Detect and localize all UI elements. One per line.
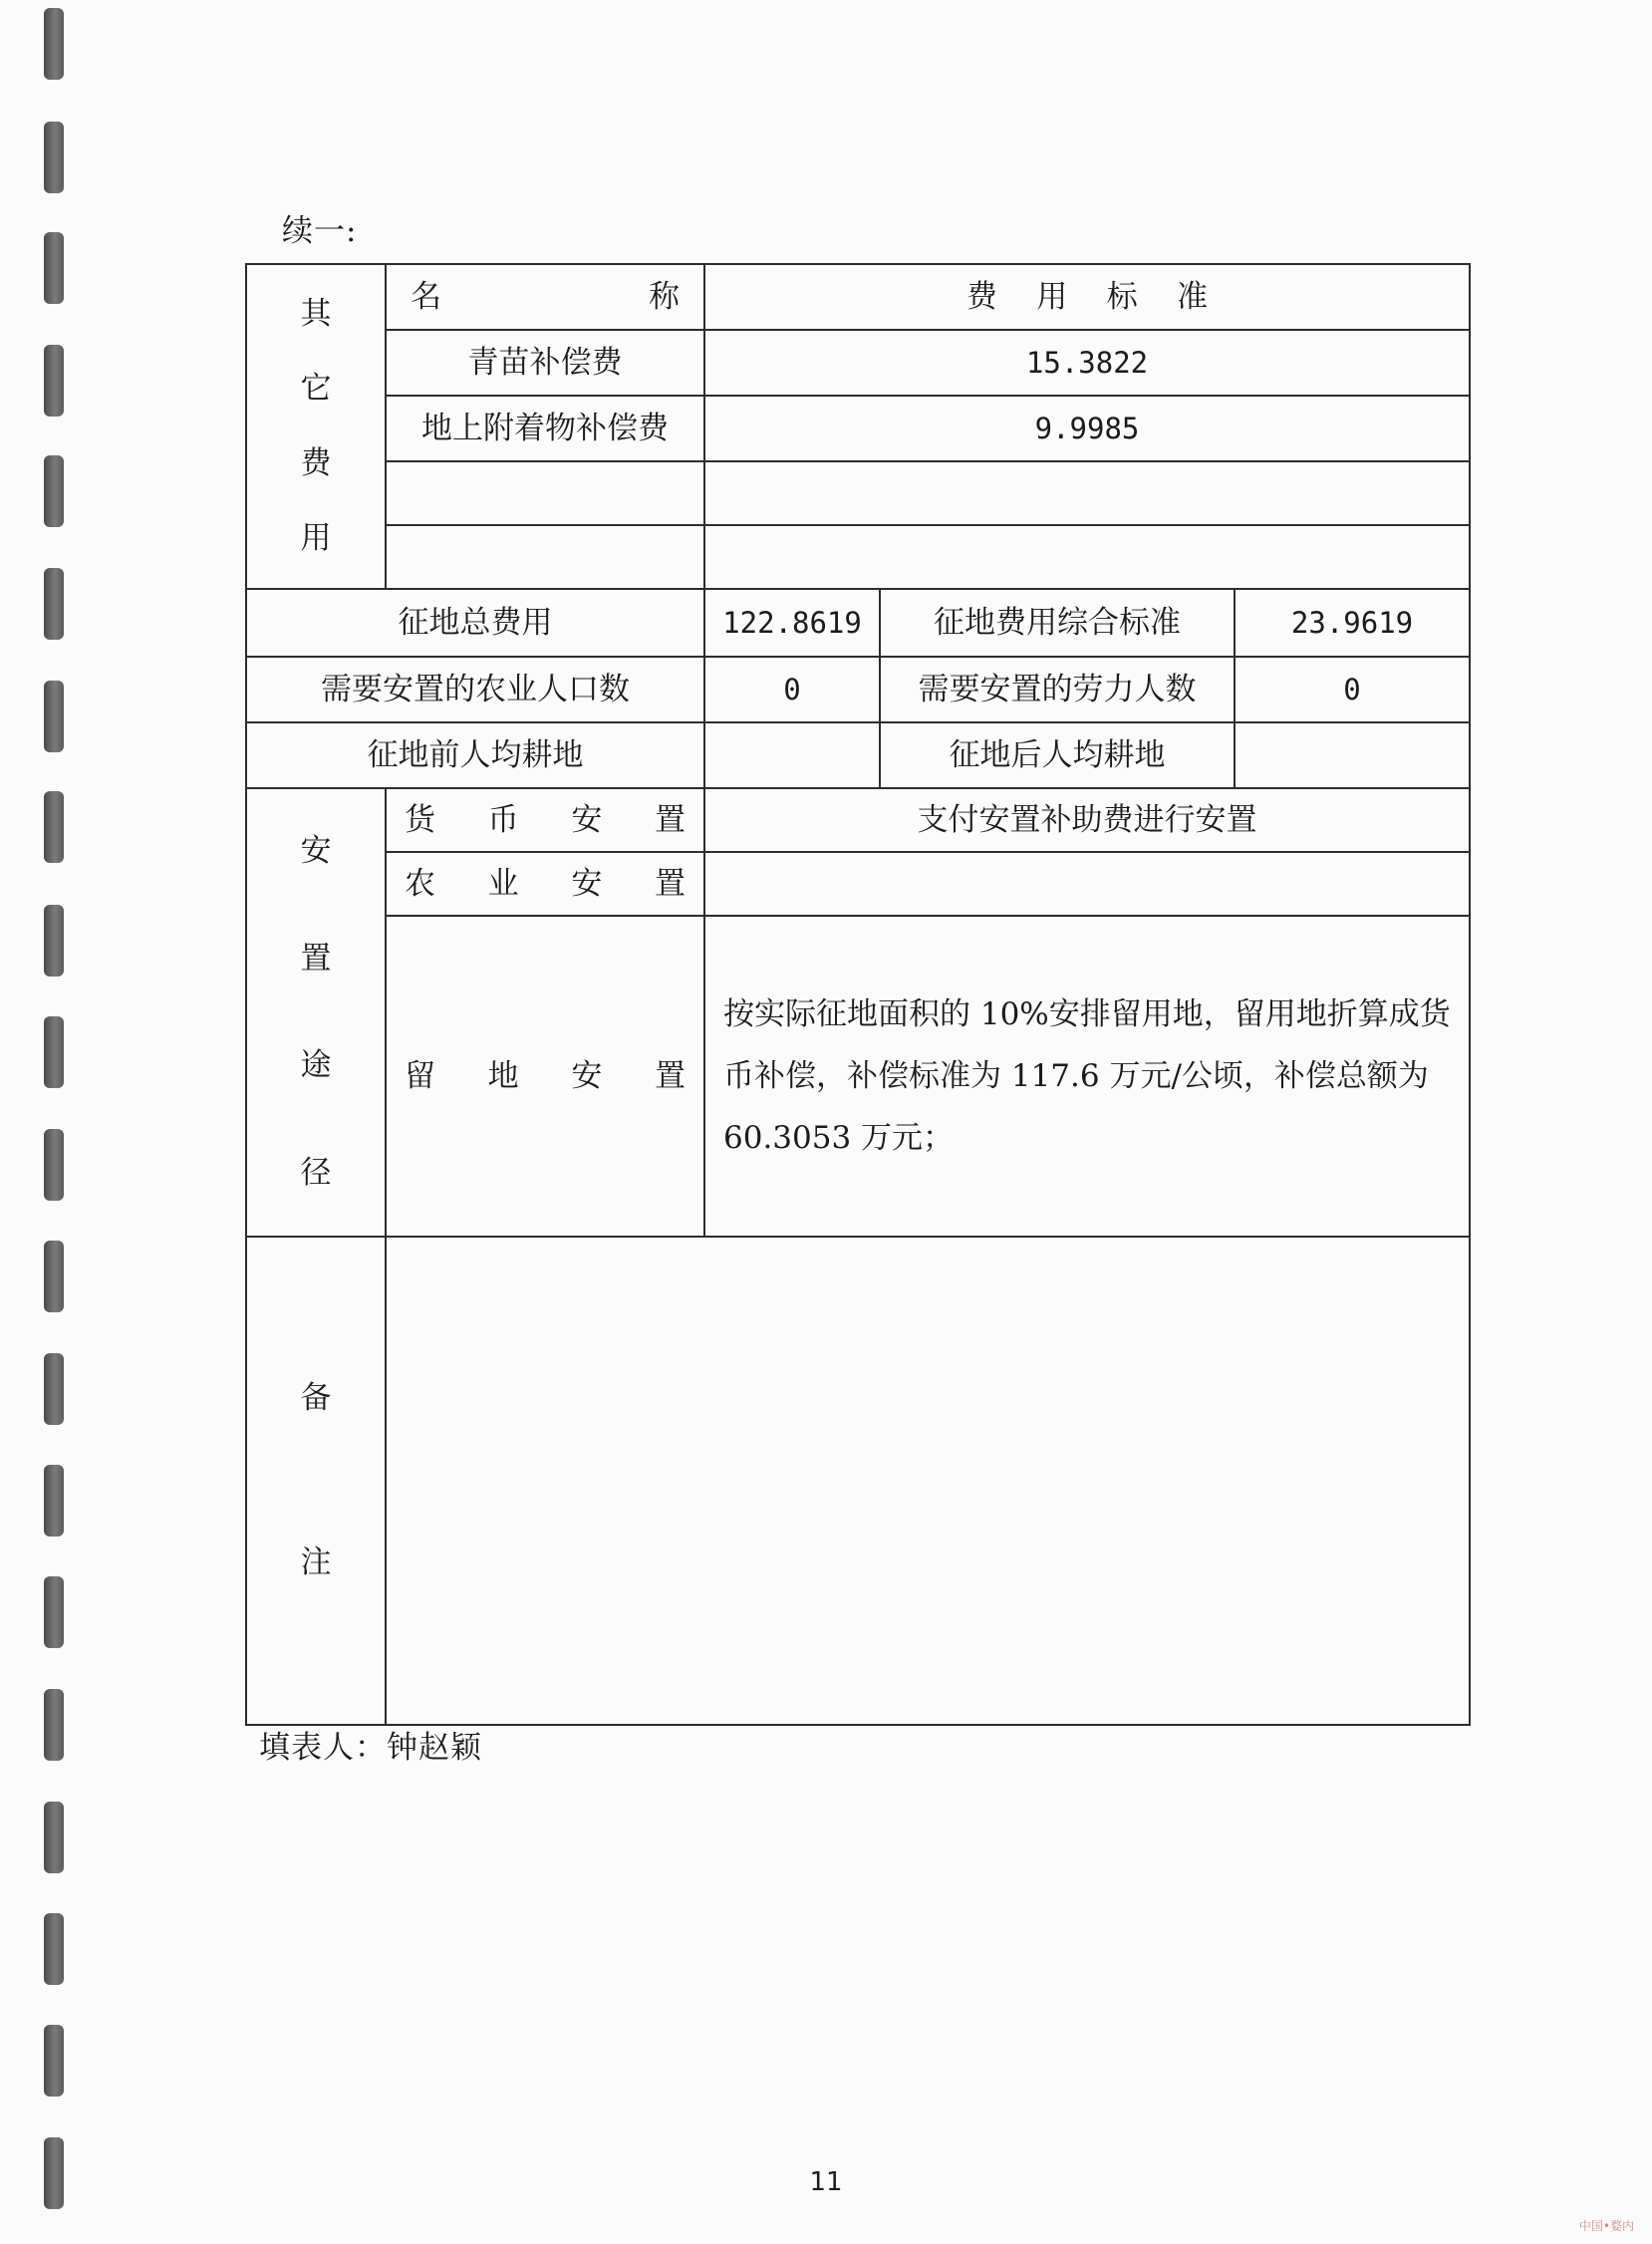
land-before-value	[704, 722, 880, 788]
cost-item-value: 15.3822	[704, 330, 1470, 396]
agri-population-value: 0	[704, 657, 880, 722]
agricultural-resettlement-value	[704, 852, 1470, 916]
name-column-header: 名 称	[386, 264, 704, 330]
remarks-value	[386, 1237, 1470, 1725]
remarks-side-label: 备 注	[246, 1237, 386, 1725]
land-after-label: 征地后人均耕地	[880, 722, 1235, 788]
other-costs-side-label: 其 它 费 用	[246, 264, 386, 589]
binding-strip	[44, 0, 68, 2244]
page-number: 11	[809, 2167, 843, 2197]
total-cost-label: 征地总费用	[246, 589, 704, 657]
form-filler: 填表人：钟赵颖	[259, 1730, 482, 1766]
reserved-land-resettlement-value: 按实际征地面积的 10%安排留用地，留用地折算成货币补偿，补偿标准为 117.6 万元/公顷，补偿总额为 60.3053 万元；	[704, 916, 1470, 1237]
labor-count-value: 0	[1235, 657, 1470, 722]
labor-count-label: 需要安置的劳力人数	[880, 657, 1235, 722]
resettlement-side-label: 安 置 途 径	[246, 788, 386, 1237]
agri-population-label: 需要安置的农业人口数	[246, 657, 704, 722]
cost-item-value: 9.9985	[704, 396, 1470, 461]
cost-item-name: 地上附着物补偿费	[386, 396, 704, 461]
land-after-value	[1235, 722, 1470, 788]
land-acquisition-table	[245, 263, 1471, 1726]
watermark-stamp: 中国•婺内	[1578, 2219, 1634, 2233]
cost-item-name: 青苗补偿费	[386, 330, 704, 396]
page-heading: 续一:	[282, 213, 358, 249]
cost-item-value	[704, 525, 1470, 589]
combined-standard-value: 23.9619	[1235, 589, 1470, 657]
cost-item-value	[704, 461, 1470, 525]
reserved-land-resettlement-label: 留 地 安 置	[386, 916, 704, 1237]
monetary-resettlement-value: 支付安置补助费进行安置	[704, 788, 1470, 852]
standard-column-header: 费 用 标 准	[704, 264, 1470, 330]
cost-item-name	[386, 525, 704, 589]
monetary-resettlement-label: 货 币 安 置	[386, 788, 704, 852]
land-before-label: 征地前人均耕地	[246, 722, 704, 788]
cost-item-name	[386, 461, 704, 525]
agricultural-resettlement-label: 农 业 安 置	[386, 852, 704, 916]
combined-standard-label: 征地费用综合标准	[880, 589, 1235, 657]
total-cost-value: 122.8619	[704, 589, 880, 657]
